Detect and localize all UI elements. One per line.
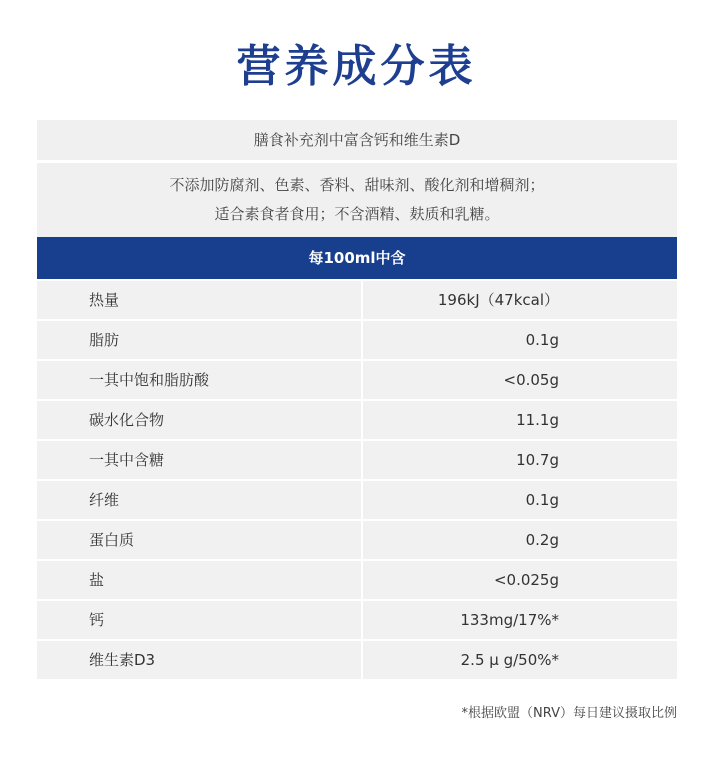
nutrition-card	[37, 120, 677, 679]
intro-block	[37, 163, 677, 237]
intro-line-1: 膳食补充剂中富含钙和维生素D	[37, 120, 677, 163]
nutrient-value: 0.1g	[363, 321, 677, 359]
nutrient-value: 133mg/17%*	[363, 601, 677, 639]
nutrient-name: 一其中含糖	[37, 441, 361, 479]
table-row	[37, 521, 677, 559]
nutrient-value: 196kJ（47kcal）	[363, 281, 677, 319]
nutrient-name: 热量	[37, 281, 361, 319]
nutrient-value: <0.05g	[363, 361, 677, 399]
nutrient-value: 10.7g	[363, 441, 677, 479]
table-row	[37, 441, 677, 479]
table-row	[37, 601, 677, 639]
footnote: *根据欧盟（NRV）每日建议摄取比例	[461, 706, 677, 721]
nutrient-name: 纤维	[37, 481, 361, 519]
nutrient-value: 0.2g	[363, 521, 677, 559]
table-header: 每100ml中含	[37, 237, 677, 279]
intro-line-2b: 适合素食者食用；不含酒精、麸质和乳糖。	[214, 205, 500, 223]
nutrient-name: 盐	[37, 561, 361, 599]
nutrient-name: 蛋白质	[37, 521, 361, 559]
nutrient-name: 维生素D3	[37, 641, 361, 679]
nutrient-name: 脂肪	[37, 321, 361, 359]
table-row	[37, 561, 677, 599]
nutrient-name: 碳水化合物	[37, 401, 361, 439]
nutrient-name: 钙	[37, 601, 361, 639]
nutrient-value: 11.1g	[363, 401, 677, 439]
table-row	[37, 361, 677, 399]
table-row	[37, 401, 677, 439]
table-row	[37, 641, 677, 679]
nutrient-value: 2.5 μ g/50%*	[363, 641, 677, 679]
nutrient-name: 一其中饱和脂肪酸	[37, 361, 361, 399]
table-row	[37, 321, 677, 359]
nutrient-value: 0.1g	[363, 481, 677, 519]
table-row	[37, 281, 677, 319]
table-row	[37, 481, 677, 519]
page-title: 营养成分表	[236, 41, 477, 92]
nutrient-value: <0.025g	[363, 561, 677, 599]
intro-line-2a: 不添加防腐剂、色素、香料、甜味剂、酸化剂和增稠剂；	[169, 176, 545, 194]
